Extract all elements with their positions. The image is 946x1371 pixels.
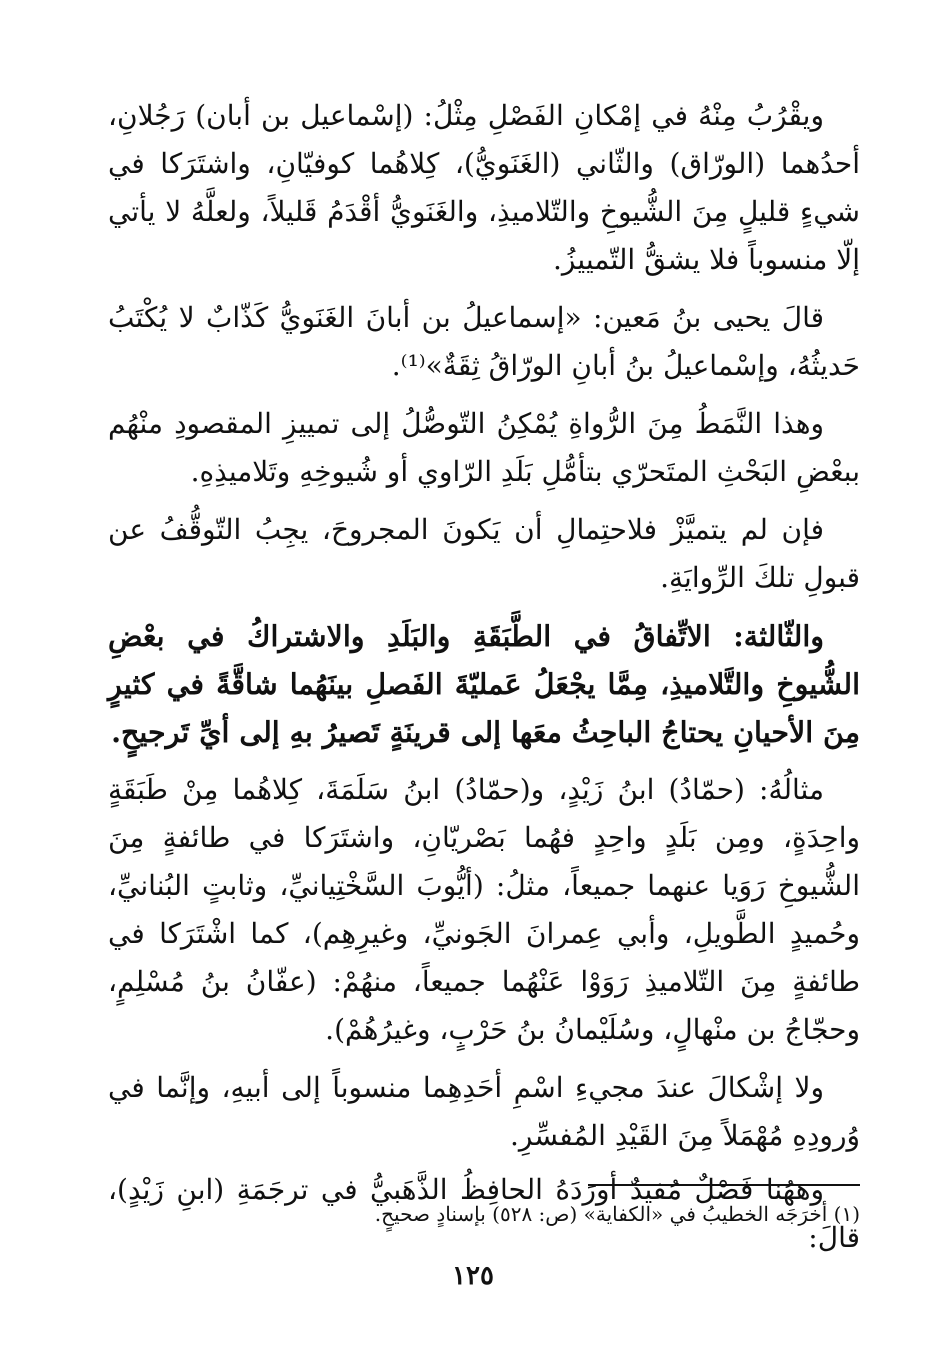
paragraph-dhahabi-intro: وههُنا فَصْلٌ مُفيدٌ أورَدَهُ الحافِظُ الذَّهَبيُّ في ترجَمَةِ (ابنِ زَيْدٍ)، قالَ: <box>108 1173 860 1254</box>
paragraph-suspension-rule: فإن لم يتميَّزْ فلاحتِمالِ أن يَكونَ المجروحَ، يجِبُ التّوقُّفُ عن قبولِ تلكَ الرِّوايَةِ. <box>108 513 860 594</box>
paragraph-no-ambiguity: ولا إشْكالَ عندَ مجيءِ اسْمِ أحَدِهِما منسوباً إلى أبيهِ، وإنَّما في وُرودِهِ مُهْمَلاً مِنَ القَيْدِ المُفسِّرِ. <box>108 1071 860 1152</box>
paragraph-hammad-example: مثالُهُ: (حمّادُ) ابنُ زَيْدٍ، و(حمّادُ) ابنُ سَلَمَةَ، كِلاهُما مِنْ طَبَقَةٍ واحِدَةٍ، ومِن بَلَدٍ واحِدٍ فهُما بَصْريّانِ، واشتَرَكا في طائفةٍ مِنَ الشُّيوخِ رَوَيا عنهما جميعاً، مثلُ: (أيُّوبَ السَّخْتِيانيِّ، وثابتٍ البُنانيِّ، وحُميدٍ الطَّويلِ، وأبي عِمرانَ الجَونيِّ، وغيرِهِم)، كما اشْتَرَكا في طائفةٍ مِنَ التّلاميذِ رَوَوْا عَنْهُما جميعاً، منهُمْ: (عفّانُ بنُ مُسْلِمٍ، وحجّاجُ بن منْهالٍ، وسُلَيْمانُ بنُ حَرْبٍ، وغيرُهُمْ). <box>108 773 860 1046</box>
paragraph-ismail-ibn-aban: ويقْرُبُ مِنْهُ في إمْكانِ الفَصْلِ مِثْلُ: (إسْماعيل بن أبان) رَجُلانِ، أحدُهما (الورّاق) والثّاني (الغَنَويُّ)، كِلاهُما كوفيّانِ، واشتَرَكا في شيءٍ قليلٍ مِنَ الشُّيوخِ والتّلاميذِ، والغَنَويُّ أقْدَمُ قَليلاً، ولعلَّهُ لا يأتي إلّا منسوباً فلا يشقُّ التّمييزُ. <box>108 99 860 276</box>
footnote-divider <box>588 1184 860 1186</box>
page-number: ١٢٥ <box>452 1261 494 1291</box>
paragraph-yahya-ibn-maeen-quote: قالَ يحيى بنُ مَعين: «إسماعيلُ بن أبانَ الغَنَويُّ كَذّابٌ لا يُكْتَبُ حَديثُهُ، وإسْماعيلُ بنُ أبانِ الورّاقُ ثِقَةٌ»⁽¹⁾. <box>108 301 860 382</box>
paragraph-narrator-pattern: وهذا النَّمَطُ مِنَ الرُّواةِ يُمْكِنُ التّوصُّلُ إلى تمييزِ المقصودِ منْهُم ببعْضِ البَحْثِ المتَحرّي بتأمُّلِ بَلَدِ الرّاوي أو شُيوخِهِ وتَلاميذِهِ. <box>108 407 860 488</box>
main-text <box>108 92 860 1272</box>
footnote: (١) أخرَجَه الخطيبُ في «الكفاية» (ص: ٥٢٨) بإسنادٍ صحيحٍ. <box>374 1202 860 1226</box>
paragraph-third-category-heading: والثّالثة: الاتِّفاقُ في الطَّبَقَةِ والبَلَدِ والاشتراكُ في بعْضِ الشُّيوخِ والتَّلاميذِ، مِمَّا يجْعَلُ عَمليّةَ الفَصلِ بينَهُما شاقَّةً في كثيرٍ مِنَ الأحيانِ يحتاجُ الباحِثُ معَها إلى قرينَةٍ تَصيرُ بهِ إلى أيِّ تَرجيحٍ. <box>108 619 860 749</box>
